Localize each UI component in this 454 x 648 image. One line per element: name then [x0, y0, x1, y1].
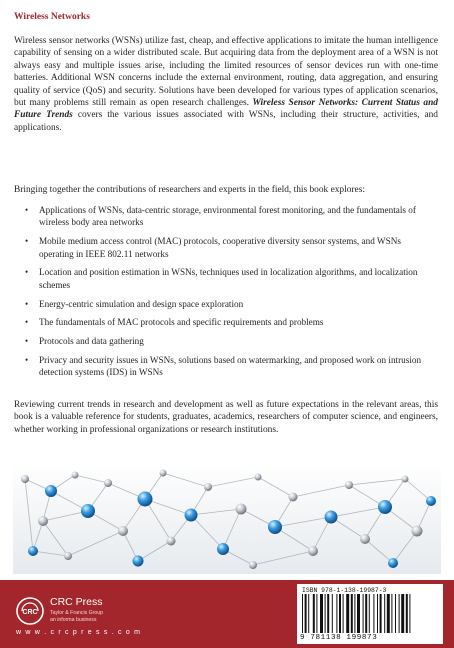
barcode-number: 9 781138 199873	[300, 634, 378, 642]
network-node-silver-icon	[236, 504, 247, 515]
network-node-silver-icon	[104, 479, 112, 487]
network-node-blue-icon	[28, 546, 38, 556]
bullet-icon: •	[25, 236, 29, 247]
crc-press-logo-icon	[16, 597, 44, 625]
section-title: Wireless Networks	[14, 12, 90, 22]
network-node-silver-icon	[255, 474, 262, 481]
network-node-silver-icon	[167, 537, 176, 546]
network-node-silver-icon	[345, 481, 353, 489]
network-node-silver-icon	[402, 476, 409, 483]
network-node-silver-icon	[118, 526, 128, 536]
publisher-tagline: an informa business	[50, 617, 97, 623]
network-graph-icon	[13, 461, 441, 574]
network-node-blue-icon	[378, 500, 392, 514]
network-illustration	[13, 461, 441, 574]
barcode-icon	[300, 594, 441, 634]
list-item: • Energy-centric simulation and design space exploration	[25, 298, 244, 309]
network-node-silver-icon	[72, 472, 79, 479]
list-item: • Protocols and data gathering	[25, 336, 144, 347]
network-node-blue-icon	[81, 504, 95, 518]
closing-paragraph: Reviewing current trends in research and development as well as future expectations in the relevant areas, this book is a valuable reference for students, graduates, academics, researchers of computer science, and engineers, whether working in professional organizations or research institutions.	[14, 400, 438, 435]
publisher-group: Taylor & Francis Group	[50, 610, 104, 616]
network-node-blue-icon	[45, 485, 57, 497]
isbn-text: ISBN 978-1-138-19987-3	[302, 587, 387, 594]
network-node-silver-icon	[412, 526, 423, 537]
network-node-blue-icon	[133, 556, 144, 567]
bullet-icon: •	[25, 205, 29, 215]
network-node-blue-icon	[325, 511, 338, 524]
network-node-blue-icon	[217, 543, 229, 555]
bullet-icon: •	[25, 298, 29, 309]
bullet-icon: •	[25, 355, 29, 365]
list-item: • Mobile medium access control (MAC) protocols, cooperative diversity sensor systems, and WSNs operating in IEEE 802.11 networks	[25, 236, 401, 259]
book-title: Wireless Sensor Networks: Current Status and Future Trends	[14, 98, 438, 121]
network-node-silver-icon	[160, 470, 167, 477]
publisher-name: CRC Press	[50, 596, 103, 608]
list-item: • Privacy and security issues in WSNs, solutions based on watermarking, and proposed work on intrusion detection systems (IDS) in WSNs	[25, 355, 422, 378]
publisher-website-link[interactable]: w w w . c r c p r e s s . c o m	[16, 629, 142, 636]
list-item: • Applications of WSNs, data-centric storage, environmental forest monitoring, and the fundamentals of wireless body area networks	[25, 205, 416, 228]
network-node-silver-icon	[360, 534, 370, 544]
network-node-silver-icon	[21, 475, 29, 483]
lead-sentence: Bringing together the contributions of researchers and experts in the field, this book explores:	[14, 185, 365, 195]
list-item: • The fundamentals of MAC protocols and specific requirements and problems	[25, 317, 324, 328]
topic-list	[24, 204, 424, 385]
network-node-blue-icon	[268, 520, 282, 534]
network-node-silver-icon	[204, 483, 212, 491]
intro-text-1: Wireless sensor networks (WSNs) utilize fast, cheap, and effective applications to imitate the human intelligence capability of sensing on a wider distributed scale. But acquiring data from the deployment area of a WSN is not always easy and multiple issues arise, including the limited resources of sensor devices run with one-time batteries. Additional WSN concerns include the external environment, routing, data aggregation, and ensuring quality of service (QoS) and security. Solutions have been developed for various types of application scenarios, but many problems still remain as open research challenges.	[14, 36, 438, 109]
network-node-silver-icon	[38, 516, 48, 526]
intro-paragraph	[14, 35, 438, 134]
network-node-blue-icon	[426, 496, 436, 506]
bullet-icon: •	[25, 267, 29, 278]
network-node-silver-icon	[249, 561, 257, 569]
bullet-icon: •	[25, 317, 29, 328]
network-node-silver-icon	[64, 552, 72, 560]
list-item: • Location and position estimation in WSNs, techniques used in localization algorithms, and localization schemes	[25, 267, 418, 290]
bullet-icon: •	[25, 336, 29, 347]
network-node-blue-icon	[388, 558, 398, 568]
intro-text-2: covers the various issues associated with WSNs, including their structure, activities, and applications.	[14, 110, 438, 133]
network-node-silver-icon	[308, 546, 318, 556]
network-node-blue-icon	[138, 492, 153, 507]
logo-text: CRC	[22, 609, 38, 616]
network-node-silver-icon	[289, 493, 298, 502]
network-node-blue-icon	[185, 509, 198, 522]
